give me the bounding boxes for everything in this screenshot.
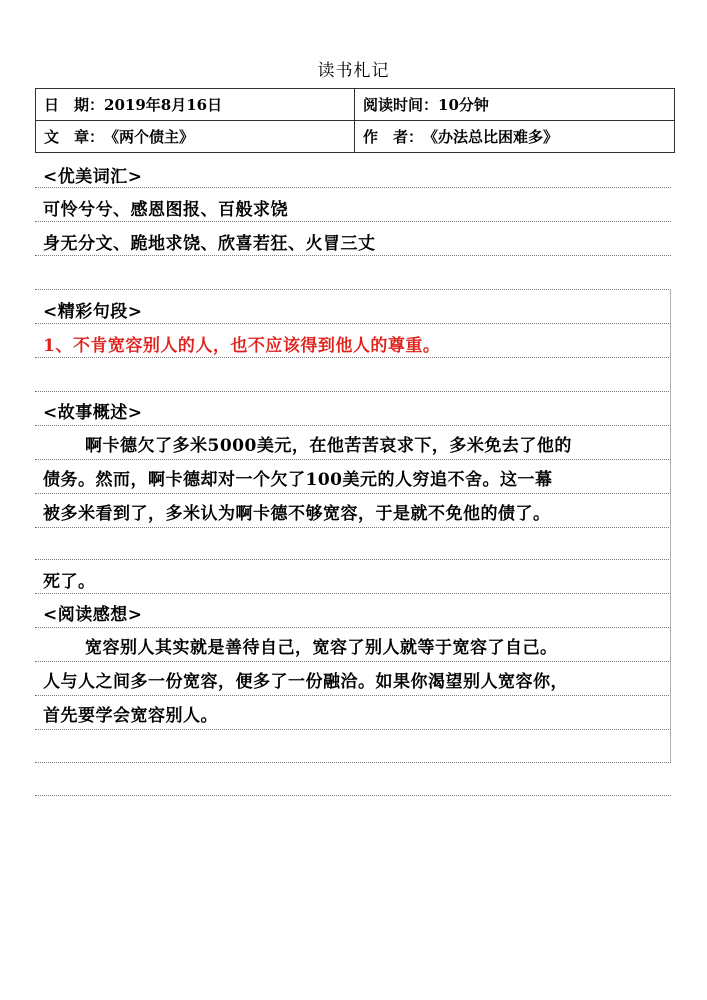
- ruled-line: [35, 762, 671, 763]
- ruled-line: [35, 221, 671, 222]
- author-label: 作 者：: [363, 128, 424, 146]
- article-label: 文 章：: [44, 128, 105, 146]
- ruled-line: [35, 493, 671, 494]
- ruled-line: [35, 459, 671, 460]
- vocab-line: 身无分文、跪地求饶、欣喜若狂、火冒三丈: [43, 234, 376, 254]
- ruled-line: [35, 661, 671, 662]
- ruled-line: [35, 391, 671, 392]
- reading-time-label: 阅读时间：: [363, 96, 439, 114]
- page-title: 读书札记: [317, 61, 390, 81]
- ruled-line: [35, 289, 671, 290]
- ruled-line: [35, 729, 671, 730]
- ruled-line: [35, 559, 671, 560]
- sentence-heading: <精彩句段>: [43, 302, 143, 322]
- summary-heading: <故事概述>: [43, 403, 143, 423]
- vocab-heading: <优美词汇>: [43, 167, 143, 187]
- reflection-line: 宽容别人其实就是善待自己，宽容了别人就等于宽容了自己。: [85, 638, 558, 658]
- ruled-line: [35, 527, 671, 528]
- summary-line: 啊卡德欠了多米5000美元，在他苦苦哀求下，多米免去了他的: [85, 436, 572, 456]
- sentence-line: 1、不肯宽容别人的人，也不应该得到他人的尊重。: [43, 336, 441, 356]
- reflection-line: 首先要学会宽容别人。: [43, 706, 218, 726]
- ruled-line: [35, 187, 671, 188]
- date-label: 日 期：: [44, 96, 105, 114]
- info-table: [35, 88, 675, 153]
- reading-time-cell: [355, 89, 675, 121]
- reflection-line: 人与人之间多一份宽容，便多了一份融洽。如果你渴望别人宽容你，: [43, 672, 568, 692]
- ruled-line: [35, 255, 671, 256]
- article-value: 《两个债主》: [104, 128, 195, 146]
- date-value: 2019年8月16日: [104, 96, 223, 114]
- ruled-line: [35, 695, 671, 696]
- article-cell: [36, 121, 355, 153]
- summary-line: 债务。然而，啊卡德却对一个欠了100美元的人穷追不舍。这一幕: [43, 470, 553, 490]
- summary-line: 死了。: [43, 572, 96, 592]
- ruled-line: [35, 357, 671, 358]
- ruled-line: [35, 323, 671, 324]
- date-cell: [36, 89, 355, 121]
- summary-line: 被多米看到了，多米认为啊卡德不够宽容，于是就不免他的债了。: [43, 504, 551, 524]
- ruled-line: [35, 593, 671, 594]
- ruled-line: [35, 795, 671, 796]
- author-value: 《办法总比困难多》: [423, 128, 559, 146]
- ruled-line: [35, 425, 671, 426]
- right-border: [670, 289, 671, 762]
- reading-time-value: 10分钟: [438, 96, 489, 114]
- info-row-1: [36, 89, 675, 121]
- ruled-line: [35, 627, 671, 628]
- author-cell: [355, 121, 675, 153]
- vocab-line: 可怜兮兮、感恩图报、百般求饶: [43, 200, 288, 220]
- reflection-heading: <阅读感想>: [43, 605, 143, 625]
- info-row-2: [36, 121, 675, 153]
